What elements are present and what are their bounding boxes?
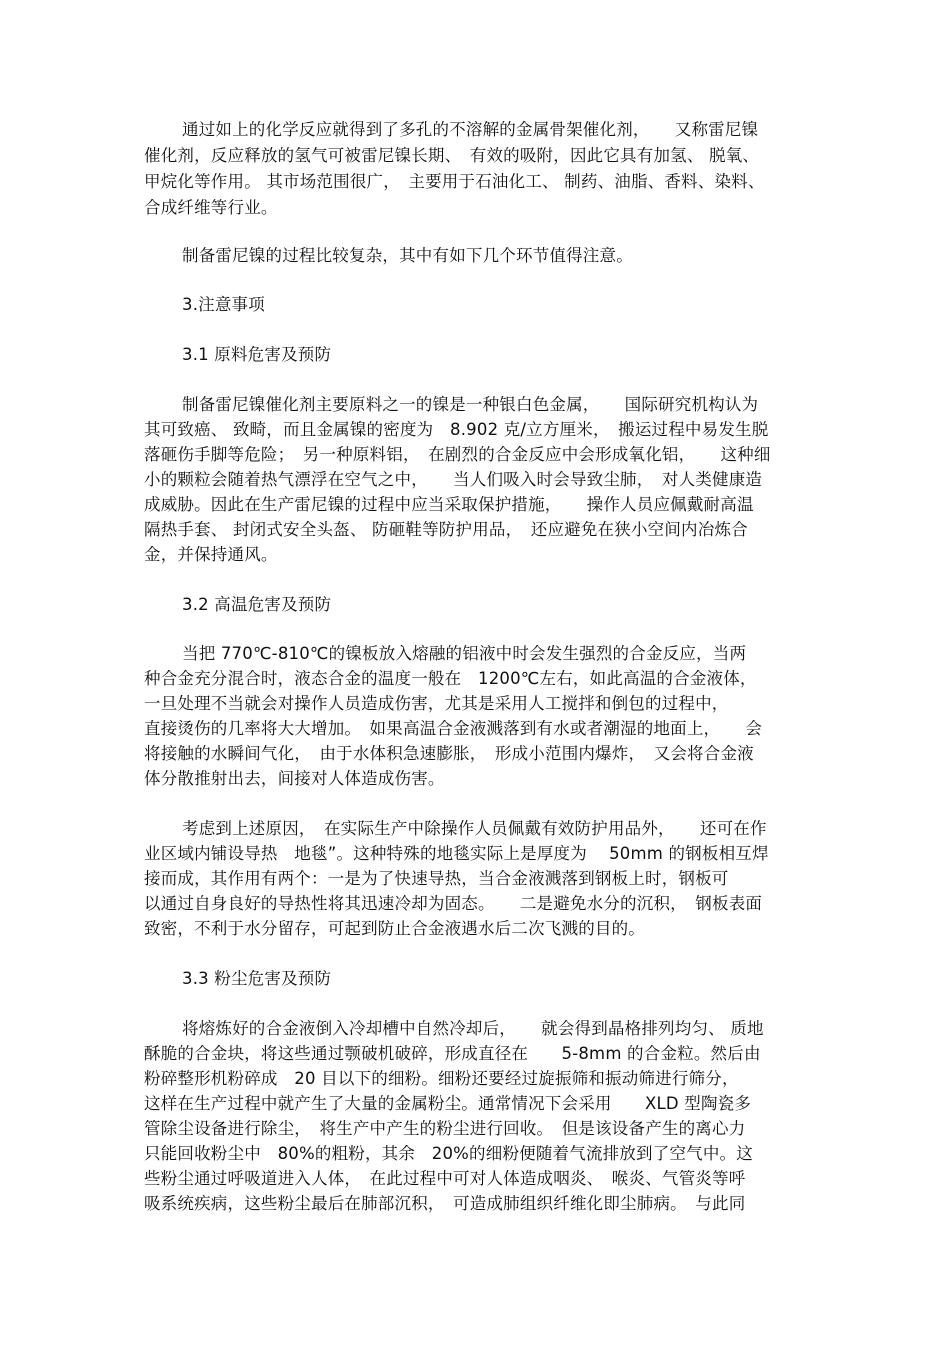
paragraph-3-1-line-2: 其可致癌、 致畸，而且金属镍的密度为 8.902 克/立方厘米， 搬运过程中易发生脱	[144, 420, 769, 439]
section-heading-3-2: 3.2 高温危害及预防	[182, 595, 332, 614]
paragraph-4-line-3: 接而成，其作用有两个：一是为了快速导热，当合金液溅落到钢板上时，钢板可	[144, 869, 729, 888]
paragraph-3-3-line-8: 吸系统疾病，这些粉尘最后在肺部沉积， 可造成肺组织纤维化即尘肺病。 与此同	[144, 1194, 746, 1213]
paragraph-2-line-1: 制备雷尼镍的过程比较复杂，其中有如下几个环节值得注意。	[182, 246, 633, 265]
paragraph-1-line-3: 甲烷化等作用。 其市场范围很广， 主要用于石油化工、 制药、油脂、香料、染料、	[144, 172, 765, 191]
paragraph-4-line-4: 以通过自身良好的导热性将其迅速冷却为固态。 二是避免水分的沉积， 钢板表面	[144, 894, 763, 913]
paragraph-3-1-line-4: 小的颗粒会随着热气漂浮在空气之中， 当人们吸入时会导致尘肺， 对人类健康造	[144, 470, 763, 489]
section-heading-3-3: 3.3 粉尘危害及预防	[182, 969, 332, 988]
paragraph-4-line-1: 考虑到上述原因， 在实际生产中除操作人员佩戴有效防护用品外， 还可在作	[182, 819, 767, 838]
paragraph-3-1-line-1: 制备雷尼镍催化剂主要原料之一的镍是一种银白色金属， 国际研究机构认为	[182, 395, 759, 414]
paragraph-4-line-5: 致密，不利于水分留存，可起到防止合金液遇水后二次飞溅的目的。	[144, 919, 645, 938]
paragraph-3-1-line-3: 落砸伤手脚等危险； 另一种原料铝， 在剧烈的合金反应中会形成氧化铝， 这种细	[144, 445, 771, 464]
paragraph-3-1-line-7: 金，并保持通风。	[144, 545, 278, 564]
paragraph-4-line-2: 业区域内铺设导热 地毯”。这种特殊的地毯实际上是厚度为 50mm 的钢板相互焊	[144, 844, 769, 863]
paragraph-3-2-line-1: 当把 770℃-810℃的镍板放入熔融的铝液中时会发生强烈的合金反应，当两	[182, 644, 747, 663]
paragraph-1-line-2: 催化剂，反应释放的氢气可被雷尼镍长期、 有效的吸附，因此它具有加氢、 脱氧、	[144, 146, 760, 165]
paragraph-3-3-line-2: 酥脆的合金块，将这些通过颚破机破碎，形成直径在 5-8mm 的合金粒。然后由	[144, 1044, 761, 1063]
section-heading-3: 3.注意事项	[182, 295, 265, 314]
paragraph-3-1-line-5: 成威胁。因此在生产雷尼镍的过程中应当采取保护措施， 操作人员应佩戴耐高温	[144, 495, 754, 514]
paragraph-3-2-line-5: 将接触的水瞬间气化， 由于水体积急速膨胀， 形成小范围内爆炸， 又会将合金液	[144, 744, 754, 763]
paragraph-3-3-line-1: 将熔炼好的合金液倒入冷却槽中自然冷却后， 就会得到晶格排列均匀、 质地	[182, 1019, 764, 1038]
section-heading-3-1: 3.1 原料危害及预防	[182, 345, 332, 364]
paragraph-3-2-line-4: 直接烫伤的几率将大大增加。 如果高温合金液溅落到有水或者潮湿的地面上， 会	[144, 719, 763, 738]
paragraph-3-3-line-6: 只能回收粉尘中 80%的粗粉，其余 20%的细粉便随着气流排放到了空气中。这	[144, 1144, 753, 1163]
paragraph-1-line-4: 合成纤维等行业。	[144, 198, 278, 217]
paragraph-3-3-line-4: 这样在生产过程中就产生了大量的金属粉尘。通常情况下会采用 XLD 型陶瓷多	[144, 1094, 752, 1113]
paragraph-3-2-line-2: 种合金充分混合时，液态合金的温度一般在 1200℃左右，如此高温的合金液体，	[144, 669, 757, 688]
paragraph-1-line-1: 通过如上的化学反应就得到了多孔的不溶解的金属骨架催化剂， 又称雷尼镍	[182, 120, 759, 139]
paragraph-3-3-line-3: 粉碎整形机粉碎成 20 目以下的细粉。细粉还要经过旋振筛和振动筛进行筛分，	[144, 1069, 739, 1088]
paragraph-3-2-line-3: 一旦处理不当就会对操作人员造成伤害，尤其是采用人工搅拌和倒包的过程中，	[144, 694, 729, 713]
paragraph-3-3-line-7: 些粉尘通过呼吸道进入人体， 在此过程中可对人体造成咽炎、 喉炎、气管炎等呼	[144, 1169, 746, 1188]
paragraph-3-3-line-5: 管除尘设备进行除尘， 将生产中产生的粉尘进行回收。 但是该设备产生的离心力	[144, 1119, 746, 1138]
paragraph-3-1-line-6: 隔热手套、 封闭式安全头盔、 防砸鞋等防护用品， 还应避免在狭小空间内冶炼合	[144, 520, 748, 539]
paragraph-3-2-line-6: 体分散推射出去，间接对人体造成伤害。	[144, 769, 445, 788]
